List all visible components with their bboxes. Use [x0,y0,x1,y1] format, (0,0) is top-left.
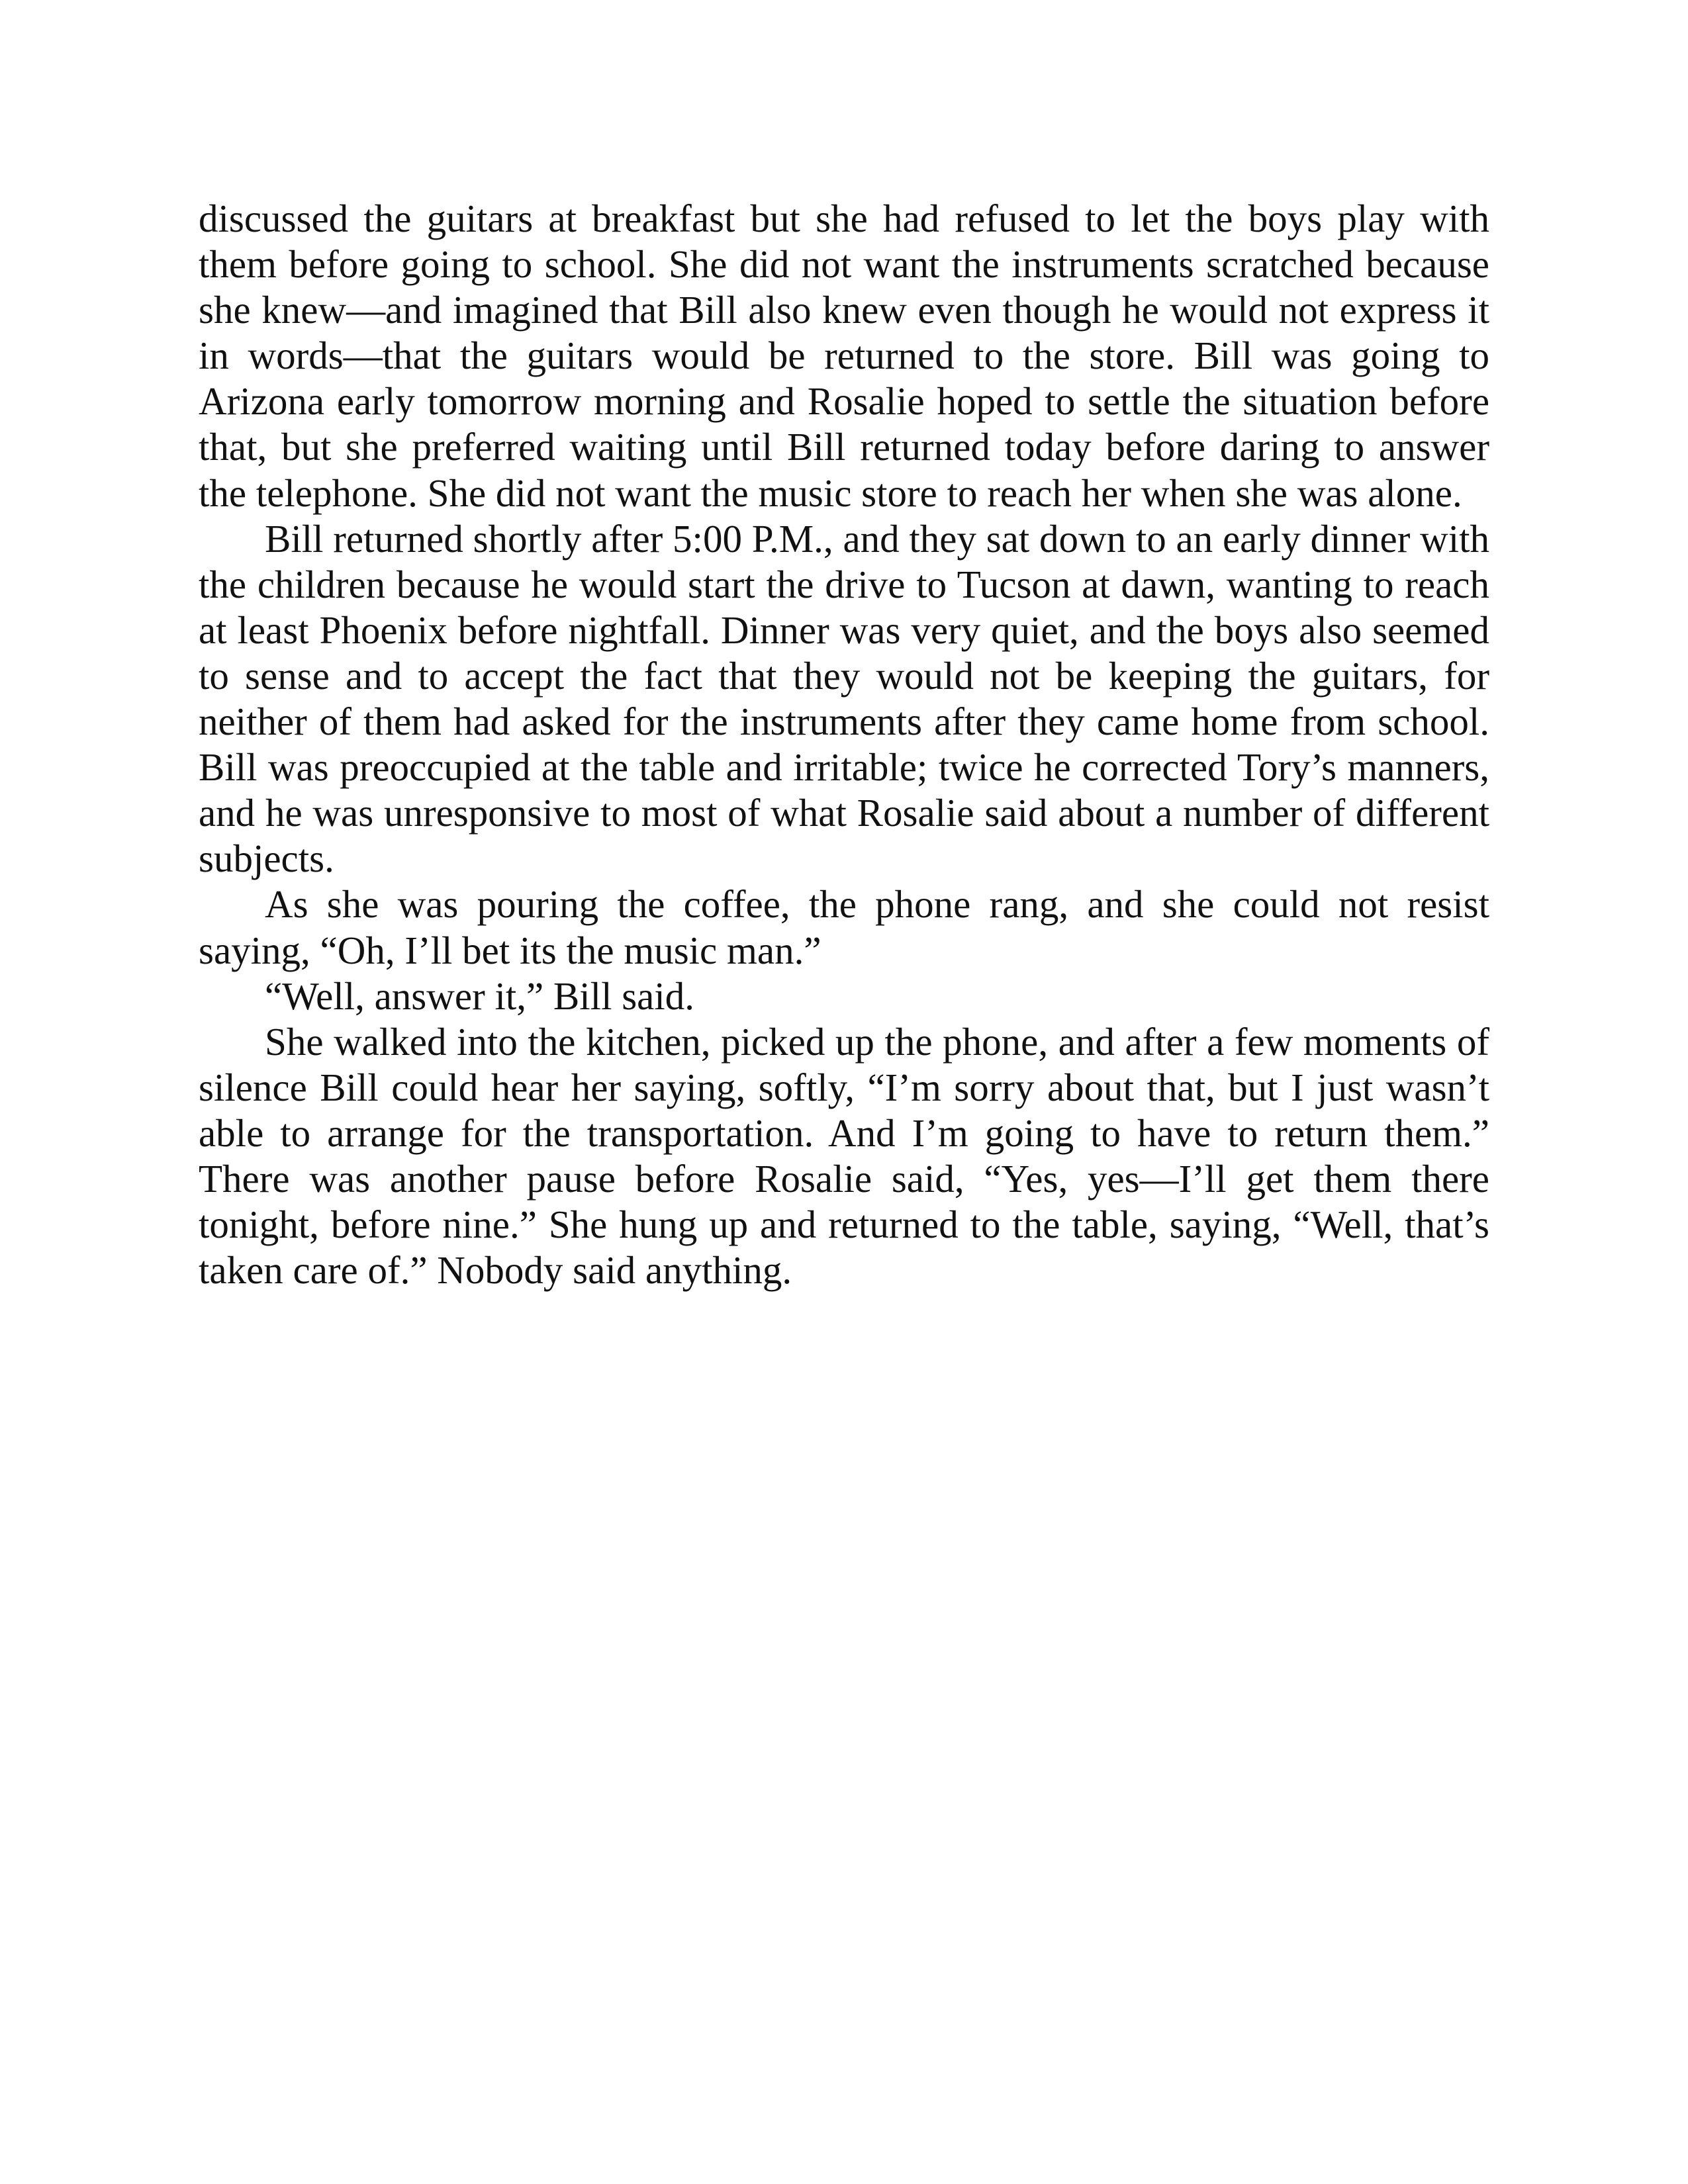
body-text [199,196,1489,1293]
paragraph-2: Bill returned shortly after 5:00 P.M., and they sat down to an early dinner with the children because he would start the drive to Tucson at dawn, wanting to reach at least Phoenix before nightfall. Dinner was very quiet, and the boys also seemed to sense and to accept the fact that they would not be keeping the guitars, for neither of them had asked for the instruments after they came home from school. Bill was preoccupied at the table and irritable; twice he corrected Tory’s manners, and he was unresponsive to most of what Rosalie said about a number of different subjects. [199,516,1489,881]
paragraph-3: As she was pouring the coffee, the phone rang, and she could not resist saying, “Oh, I’ll bet its the music man.” [199,882,1489,972]
paragraph-4: “Well, answer it,” Bill said. [265,974,694,1018]
paragraph-1: discussed the guitars at breakfast but she had refused to let the boys play with them before going to school. She did not want the instruments scratched because she knew—and imagined that Bill also knew even though he would not express it in words—that the guitars would be returned to the store. Bill was going to Arizona early tomorrow morning and Rosalie hoped to settle the situation before that, but she preferred waiting until Bill returned today before daring to answer the telephone. She did not want the music store to reach her when she was alone. [199,197,1489,515]
paragraph-5: She walked into the kitchen, picked up the phone, and after a few moments of silence Bill could hear her saying, softly, “I’m sorry about that, but I just wasn’t able to arrange for the transportation. And I’m going to have to return them.” There was another pause before Rosalie said, “Yes, yes—I’ll get them there tonight, before nine.” She hung up and returned to the table, saying, “Well, that’s taken care of.” Nobody said anything. [199,1019,1489,1293]
